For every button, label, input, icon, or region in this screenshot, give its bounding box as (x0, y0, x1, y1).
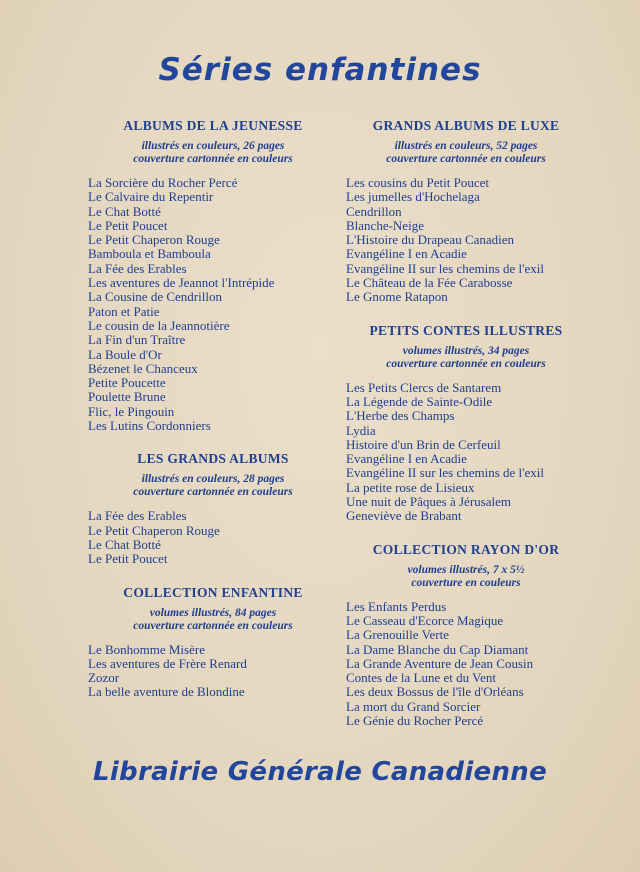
list-item: Bamboula et Bamboula (88, 246, 211, 262)
list-item: L'Herbe des Champs (346, 408, 455, 424)
list-item: Le cousin de la Jeannotière (88, 317, 230, 333)
list-item: Cendrillon (346, 203, 402, 219)
list-item: Le Casseau d'Ecorce Magique (346, 612, 504, 628)
list-item: Petite Poucette (88, 375, 166, 391)
section-subtitle (346, 140, 586, 166)
list-item: Le Calvaire du Repentir (88, 189, 214, 205)
list-item: Les Petits Clercs de Santarem (346, 379, 502, 395)
title-list (88, 643, 338, 700)
list-item: La belle aventure de Blondine (88, 684, 245, 700)
section-subtitle (346, 345, 586, 371)
section-heading: GRANDS ALBUMS DE LUXE (372, 118, 560, 133)
subtitle-line: couverture cartonnée en couleurs (386, 357, 546, 370)
list-item: Le Chat Botté (88, 203, 161, 219)
list-item: L'Histoire du Drapeau Canadien (346, 232, 515, 248)
list-item: Les Lutins Cordonniers (88, 418, 211, 434)
subtitle-line: volumes illustrés, 7 x 5½ (407, 563, 525, 576)
subtitle-line: couverture cartonnée en couleurs (386, 153, 546, 165)
section-subtitle (346, 564, 586, 590)
page-title: Séries enfantines (158, 52, 482, 88)
title-list (88, 509, 338, 566)
list-item: La Fée des Erables (88, 260, 187, 276)
publisher-name: Librairie Générale Canadienne (92, 757, 548, 787)
list-item: Les Enfants Perdus (346, 598, 447, 614)
list-item: Evangéline I en Acadie (346, 246, 467, 262)
section-subtitle (88, 607, 338, 633)
list-item: La petite rose de Lisieux (346, 479, 475, 495)
list-item: Poulette Brune (88, 389, 166, 405)
list-item: La Grenouille Verte (346, 627, 449, 643)
subtitle-line: couverture cartonnée en couleurs (133, 486, 293, 499)
list-item: Geneviève de Brabant (346, 508, 462, 524)
list-item: Le Génie du Rocher Percé (346, 713, 484, 729)
list-item: Les cousins du Petit Poucet (346, 175, 489, 190)
list-item: Paton et Patie (88, 303, 160, 319)
list-item: Une nuit de Pâques à Jérusalem (346, 494, 511, 510)
section-gap (88, 567, 338, 585)
list-item: La Fin d'un Traître (88, 332, 186, 348)
list-item: Le Chat Botté (88, 536, 161, 552)
subtitle-line: couverture cartonnée en couleurs (133, 619, 293, 632)
list-item: La Cousine de Cendrillon (88, 289, 222, 305)
list-item: Le Bonhomme Misère (88, 641, 205, 657)
title-list (346, 176, 586, 305)
title-list (88, 176, 338, 433)
list-item: La mort du Grand Sorcier (346, 698, 481, 714)
list-item: Zozor (88, 670, 120, 686)
list-item: Le Gnome Ratapon (346, 289, 448, 305)
list-item: Le Petit Chaperon Rouge (88, 232, 220, 248)
list-item: La Fée des Erables (88, 508, 187, 524)
subtitle-line: illustrés en couleurs, 52 pages (394, 140, 538, 152)
section-gap (346, 305, 586, 323)
subtitle-line: couverture en couleurs (411, 576, 521, 589)
section-gap (346, 524, 586, 542)
right-column (346, 118, 586, 728)
list-item: La Grande Aventure de Jean Cousin (346, 655, 534, 671)
left-column (88, 118, 338, 700)
list-item: Les aventures de Jeannot l'Intrépide (88, 275, 275, 291)
section-subtitle (88, 473, 338, 499)
catalog-section (346, 542, 586, 729)
section-heading: ALBUMS DE LA JEUNESSE (123, 118, 303, 133)
list-item: Histoire d'un Brin de Cerfeuil (346, 436, 501, 452)
list-item: Blanche-Neige (346, 217, 424, 233)
list-item: Les jumelles d'Hochelaga (346, 189, 480, 205)
section-subtitle (88, 140, 338, 166)
catalog-section (88, 585, 338, 700)
list-item: La Sorcière du Rocher Percé (88, 175, 238, 190)
list-item: Contes de la Lune et du Vent (346, 670, 496, 686)
list-item: Le Petit Poucet (88, 217, 168, 233)
title-list (346, 381, 586, 524)
list-item: Le Petit Chaperon Rouge (88, 522, 220, 538)
subtitle-line: volumes illustrés, 84 pages (149, 606, 277, 619)
list-item: Evangéline II sur les chemins de l'exil (346, 465, 545, 481)
subtitle-line: illustrés en couleurs, 28 pages (141, 473, 285, 486)
catalog-section (346, 323, 586, 524)
catalog-section (88, 118, 338, 433)
catalog-section (88, 451, 338, 566)
subtitle-line: couverture cartonnée en couleurs (133, 153, 293, 165)
list-item: Evangéline II sur les chemins de l'exil (346, 260, 545, 276)
title-list (346, 600, 586, 729)
section-heading: COLLECTION ENFANTINE (123, 584, 303, 600)
catalog-section (346, 118, 586, 305)
list-item: La Dame Blanche du Cap Diamant (346, 641, 529, 657)
list-item: Bézenet le Chanceux (88, 360, 198, 376)
list-item: Evangéline I en Acadie (346, 451, 467, 467)
subtitle-line: illustrés en couleurs, 26 pages (141, 140, 285, 152)
list-item: Le Château de la Fée Carabosse (346, 275, 513, 291)
section-heading: LES GRANDS ALBUMS (137, 451, 289, 467)
list-item: Les aventures de Frère Renard (88, 655, 247, 671)
section-gap (88, 433, 338, 451)
list-item: Lydia (346, 422, 376, 438)
list-item: Flic, le Pingouin (88, 403, 175, 419)
list-item: La Boule d'Or (88, 346, 162, 362)
section-heading: PETITS CONTES ILLUSTRES (369, 322, 563, 338)
list-item: La Légende de Sainte-Odile (346, 393, 493, 409)
list-item: Les deux Bossus de l'île d'Orléans (346, 684, 524, 700)
section-heading: COLLECTION RAYON D'OR (372, 541, 560, 557)
list-item: Le Petit Poucet (88, 551, 168, 567)
subtitle-line: volumes illustrés, 34 pages (402, 344, 530, 357)
